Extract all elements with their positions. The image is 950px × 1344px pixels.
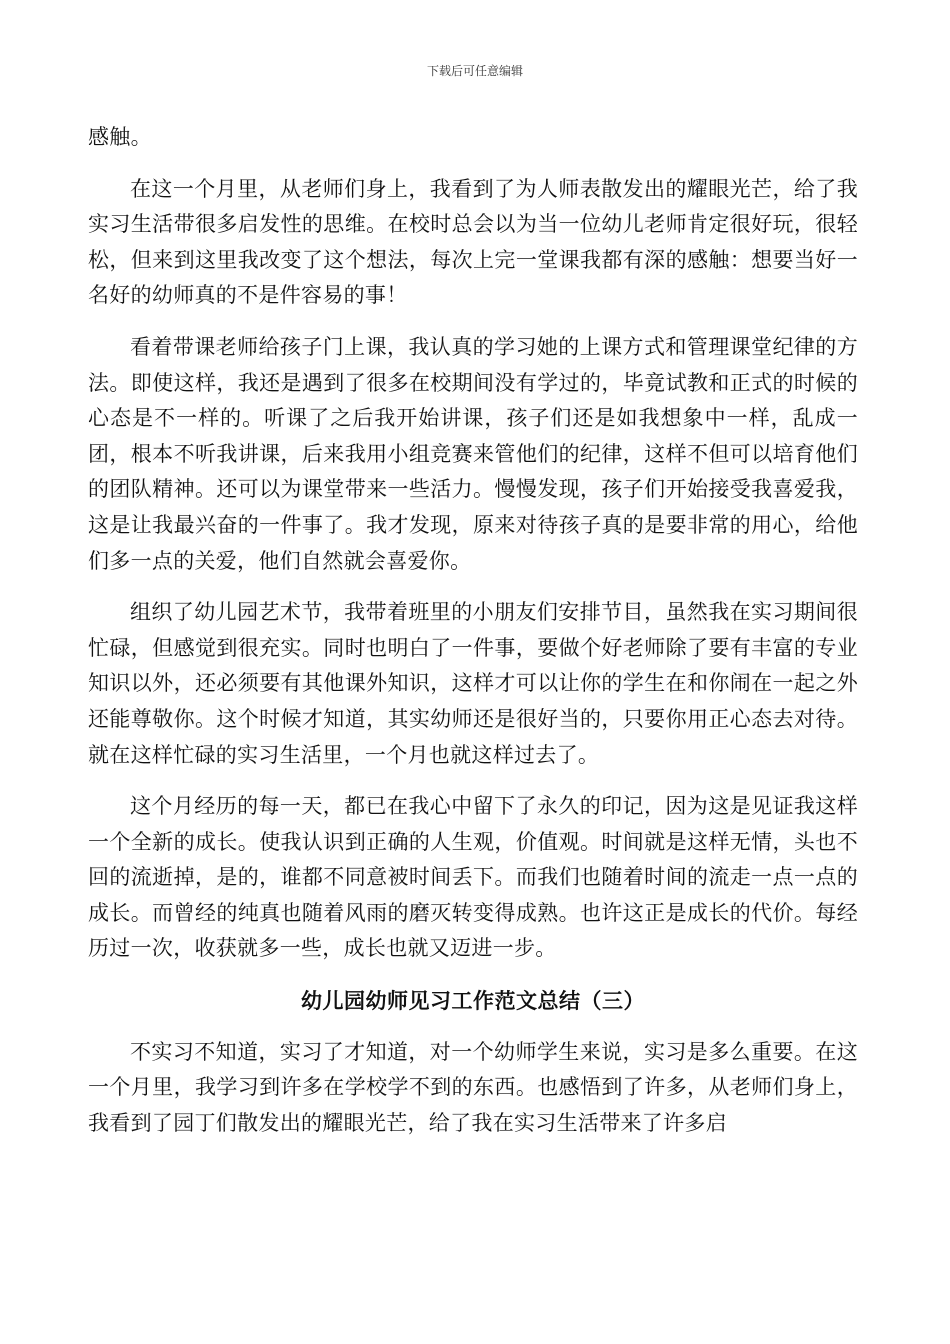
section-title: 幼儿园幼师见习工作范文总结（三） [301, 988, 645, 1014]
paragraph: 不实习不知道，实习了才知道，对一个幼师学生来说，实习是多么重要。在这一个月里，我学习到许多在学校学不到的东西。也感悟到了许多，从老师们身上，我看到了园丁们散发出的耀眼光芒，给了我在实习生活带来了许多启 [88, 1039, 858, 1135]
document-body [88, 120, 858, 1157]
paragraph-continuation: 感触。 [88, 125, 152, 149]
paragraph: 这个月经历的每一天，都已在我心中留下了永久的印记，因为这是见证我这样一个全新的成长。使我认识到正确的人生观，价值观。时间就是这样无情，头也不回的流逝掉，是的，谁都不同意被时间丢下。而我们也随着时间的流走一点一点的成长。而曾经的纯真也随着风雨的磨灭转变得成熟。也许这正是成长的代价。每经历过一次，收获就多一些，成长也就又迈进一步。 [88, 794, 858, 961]
paragraph: 在这一个月里，从老师们身上，我看到了为人师表散发出的耀眼光芒，给了我实习生活带很多启发性的思维。在校时总会以为当一位幼儿老师肯定很好玩，很轻松，但来到这里我改变了这个想法，每次上完一堂课我都有深的感触：想要当好一名好的幼师真的不是件容易的事！ [88, 176, 858, 308]
paragraph: 看着带课老师给孩子门上课，我认真的学习她的上课方式和管理课堂纪律的方法。即使这样，我还是遇到了很多在校期间没有学过的，毕竟试教和正式的时候的心态是不一样的。听课了之后我开始讲课，孩子们还是如我想象中一样，乱成一团，根本不听我讲课，后来我用小组竞赛来管他们的纪律，这样不但可以培育他们的团队精神。还可以为课堂带来一些活力。慢慢发现，孩子们开始接受我喜爱我，这是让我最兴奋的一件事了。我才发现，原来对待孩子真的是要非常的用心，给他们多一点的关爱，他们自然就会喜爱你。 [88, 334, 858, 573]
page-header-note: 下载后可任意编辑 [426, 64, 523, 78]
paragraph: 组织了幼儿园艺术节，我带着班里的小朋友们安排节目，虽然我在实习期间很忙碌，但感觉到很充实。同时也明白了一件事，要做个好老师除了要有丰富的专业知识以外，还必须要有其他课外知识，这样才可以让你的学生在和你闹在一起之外还能尊敬你。这个时候才知道，其实幼师还是很好当的，只要你用正心态去对待。就在这样忙碌的实习生活里，一个月也就这样过去了。 [88, 600, 858, 767]
